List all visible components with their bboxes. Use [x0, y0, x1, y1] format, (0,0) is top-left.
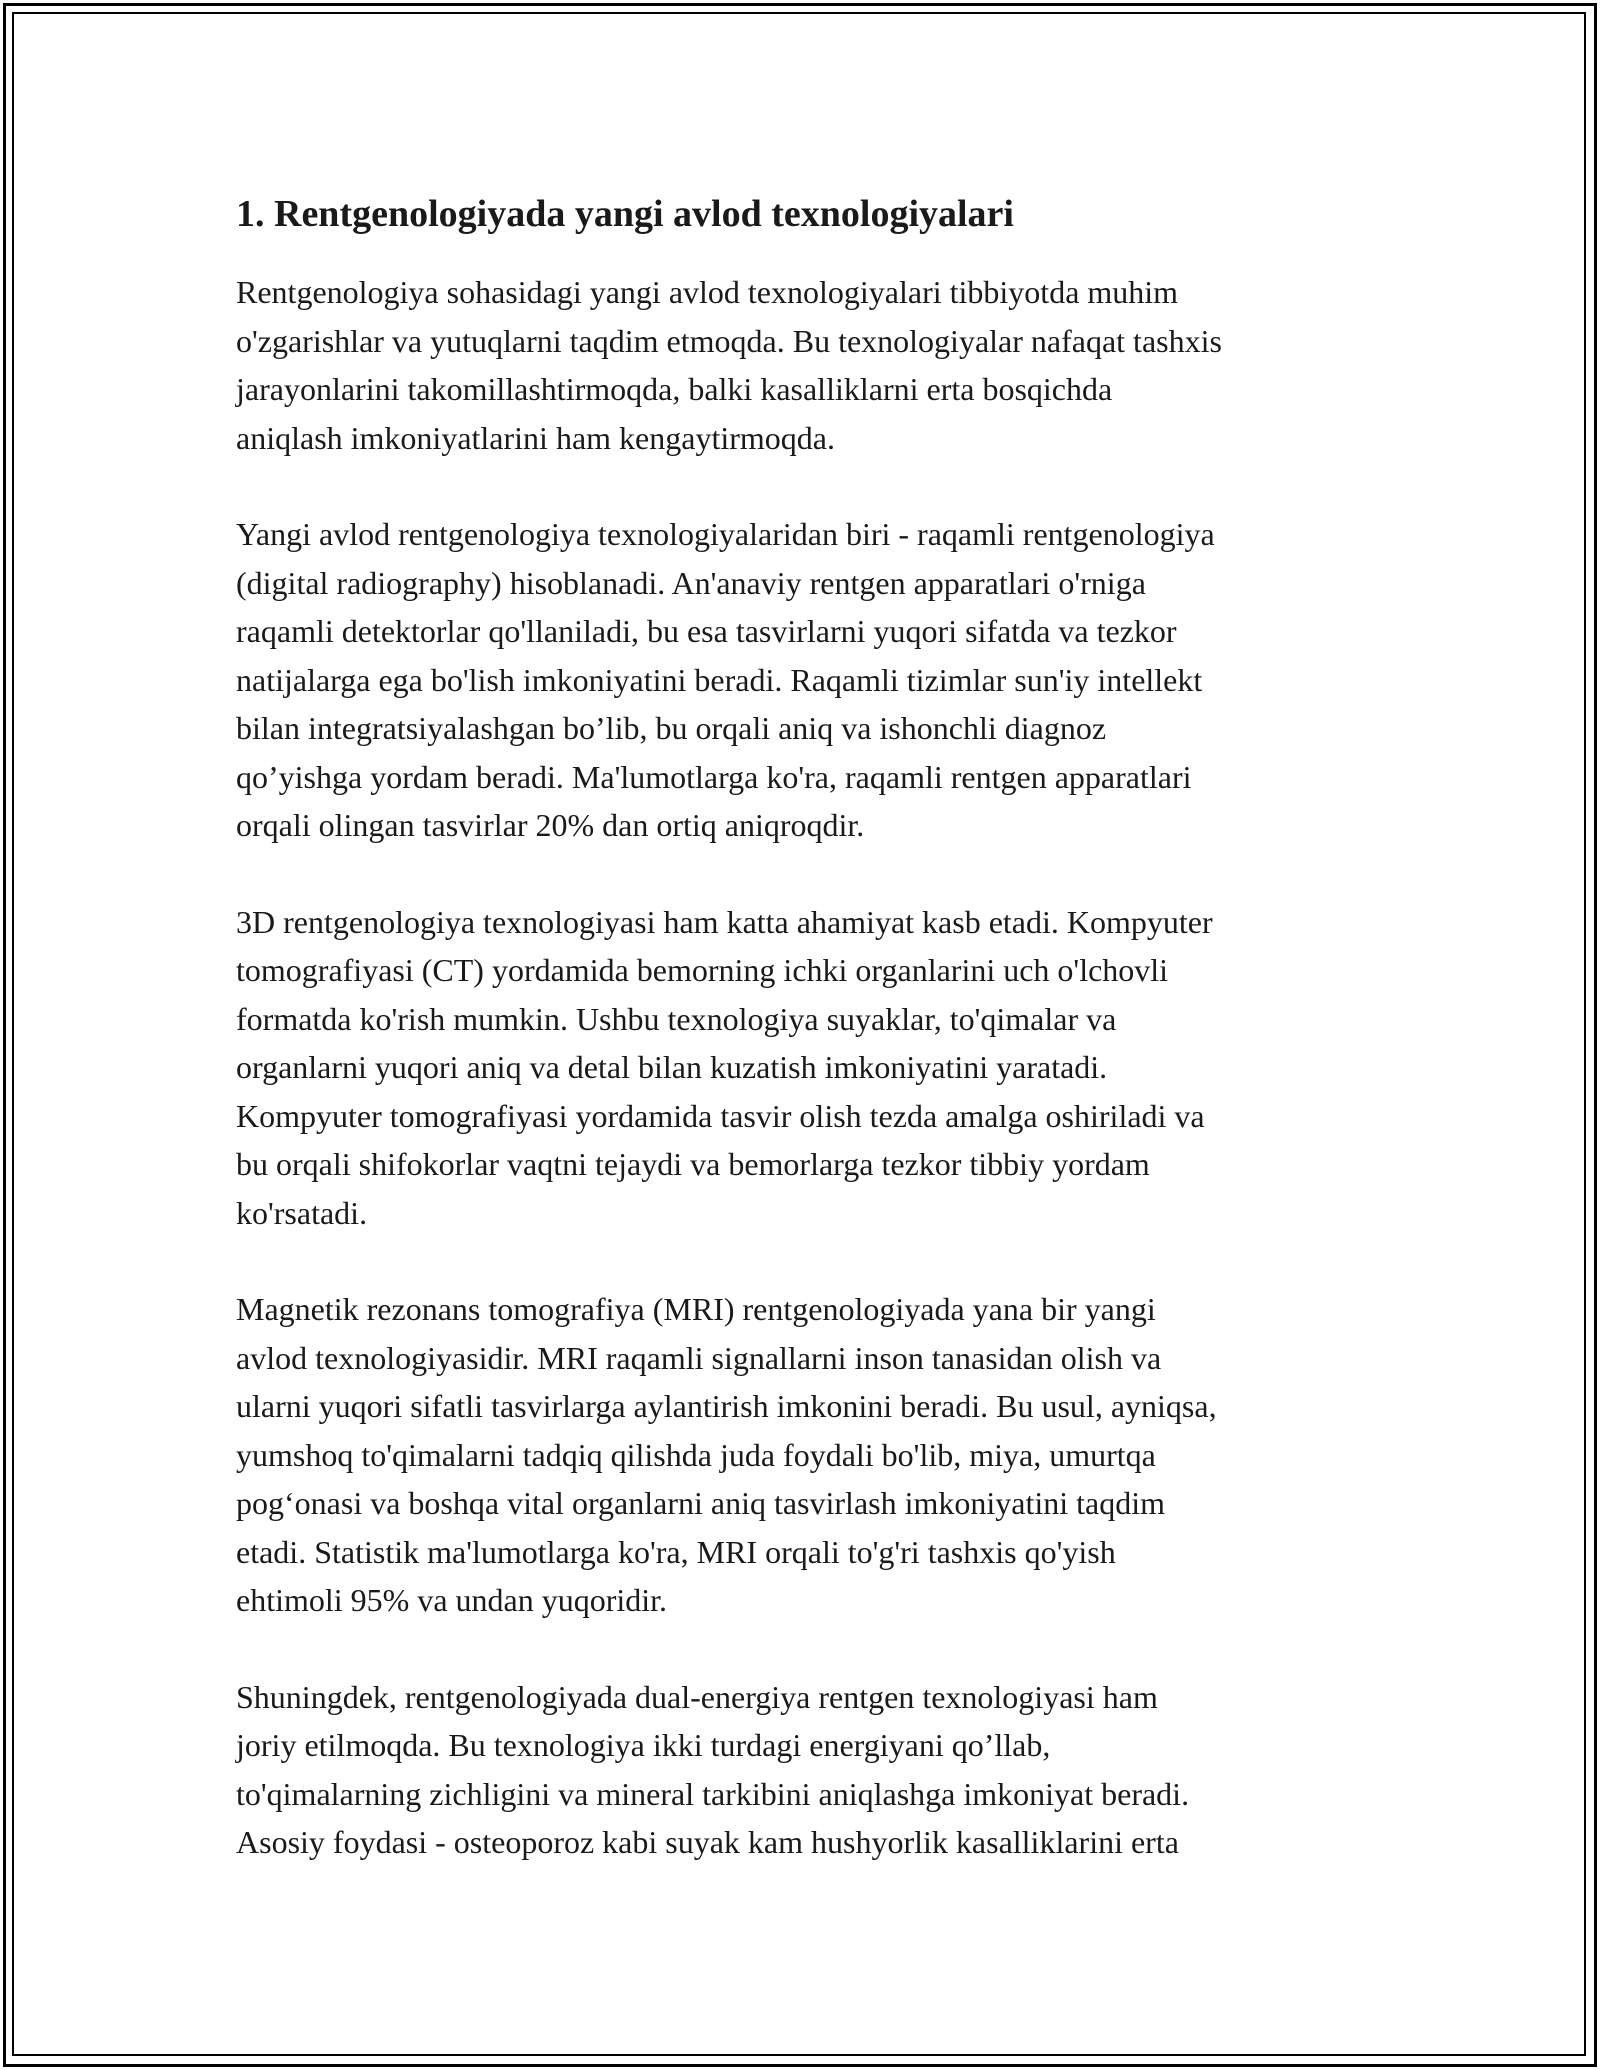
text-line: ularni yuqori sifatli tasvirlarga aylantirish imkonini beradi. Bu usul, ayniqsa,: [236, 1388, 1217, 1424]
text-line: raqamli detektorlar qo'llaniladi, bu esa tasvirlarni yuqori sifatda va tezkor: [236, 613, 1177, 649]
text-line: o'zgarishlar va yutuqlarni taqdim etmoqda. Bu texnologiyalar nafaqat tashxis: [236, 322, 1222, 359]
text-line: to'qimalarning zichligini va mineral tarkibini aniqlashga imkoniyat beradi.: [236, 1775, 1190, 1812]
text-line: Magnetik rezonans tomografiya (MRI) rentgenologiyada yana bir yangi: [236, 1291, 1156, 1327]
text-line: Kompyuter tomografiyasi yordamida tasvir olish tezda amalga oshiriladi va: [236, 1097, 1205, 1134]
paragraph-dual-energy: [236, 1673, 1386, 1867]
text-line: yumshoq to'qimalarni tadqiq qilishda juda foydali bo'lib, miya, umurtqa: [236, 1436, 1156, 1473]
paragraph-mri: [236, 1285, 1386, 1625]
text-line: etadi. Statistik ma'lumotlarga ko'ra, MRI orqali to'g'ri tashxis qo'yish: [236, 1533, 1116, 1570]
text-line: qo’yishga yordam beradi. Ma'lumotlarga ko'ra, raqamli rentgen apparatlari: [236, 758, 1192, 795]
text-line: Rentgenologiya sohasidagi yangi avlod texnologiyalari tibbiyotda muhim: [236, 274, 1179, 310]
text-line: orqali olingan tasvirlar 20% dan ortiq aniqroqdir.: [236, 807, 865, 843]
text-line: jarayonlarini takomillashtirmoqda, balki kasalliklarni erta bosqichda: [236, 371, 1113, 407]
paragraph-3d-ct: [236, 898, 1386, 1238]
text-line: bu orqali shifokorlar vaqtni tejaydi va bemorlarga tezkor tibbiy yordam: [236, 1146, 1150, 1182]
text-line: Yangi avlod rentgenologiya texnologiyalaridan biri - raqamli rentgenologiya: [236, 516, 1215, 552]
text-line: aniqlash imkoniyatlarini ham kengaytirmoqda.: [236, 419, 835, 456]
paragraph-intro: [236, 268, 1386, 462]
section-heading: 1. Rentgenologiyada yangi avlod texnologiyalari: [236, 193, 1014, 235]
text-line: tomografiyasi (CT) yordamida bemorning ichki organlarini uch o'lchovli: [236, 952, 1169, 988]
text-line: ehtimoli 95% va undan yuqoridir.: [236, 1582, 668, 1618]
text-line: organlarni yuqori aniq va detal bilan kuzatish imkoniyatini yaratadi.: [236, 1049, 1108, 1085]
text-line: 3D rentgenologiya texnologiyasi ham katta ahamiyat kasb etadi. Kompyuter: [236, 903, 1213, 940]
text-line: ko'rsatadi.: [236, 1194, 368, 1231]
text-line: natijalarga ega bo'lish imkoniyatini beradi. Raqamli tizimlar sun'iy intellekt: [236, 661, 1203, 698]
text-line: bilan integratsiyalashgan bo’lib, bu orqali aniq va ishonchli diagnoz: [236, 710, 1107, 746]
text-line: avlod texnologiyasidir. MRI raqamli signallarni inson tanasidan olish va: [236, 1339, 1162, 1376]
document-body: [236, 190, 1386, 1915]
text-line: pog‘onasi va boshqa vital organlarni aniq tasvirlash imkoniyatini taqdim: [236, 1485, 1166, 1521]
text-line: (digital radiography) hisoblanadi. An'anaviy rentgen apparatlari o'rniga: [236, 564, 1146, 601]
text-line: Shuningdek, rentgenologiyada dual-energiya rentgen texnologiyasi ham: [236, 1678, 1158, 1715]
text-line: Asosiy foydasi - osteoporoz kabi suyak kam hushyorlik kasalliklarini erta: [236, 1824, 1179, 1860]
paragraph-digital-radiography: [236, 510, 1386, 850]
text-line: joriy etilmoqda. Bu texnologiya ikki turdagi energiyani qo’llab,: [236, 1727, 1051, 1763]
text-line: formatda ko'rish mumkin. Ushbu texnologiya suyaklar, to'qimalar va: [236, 1000, 1117, 1037]
